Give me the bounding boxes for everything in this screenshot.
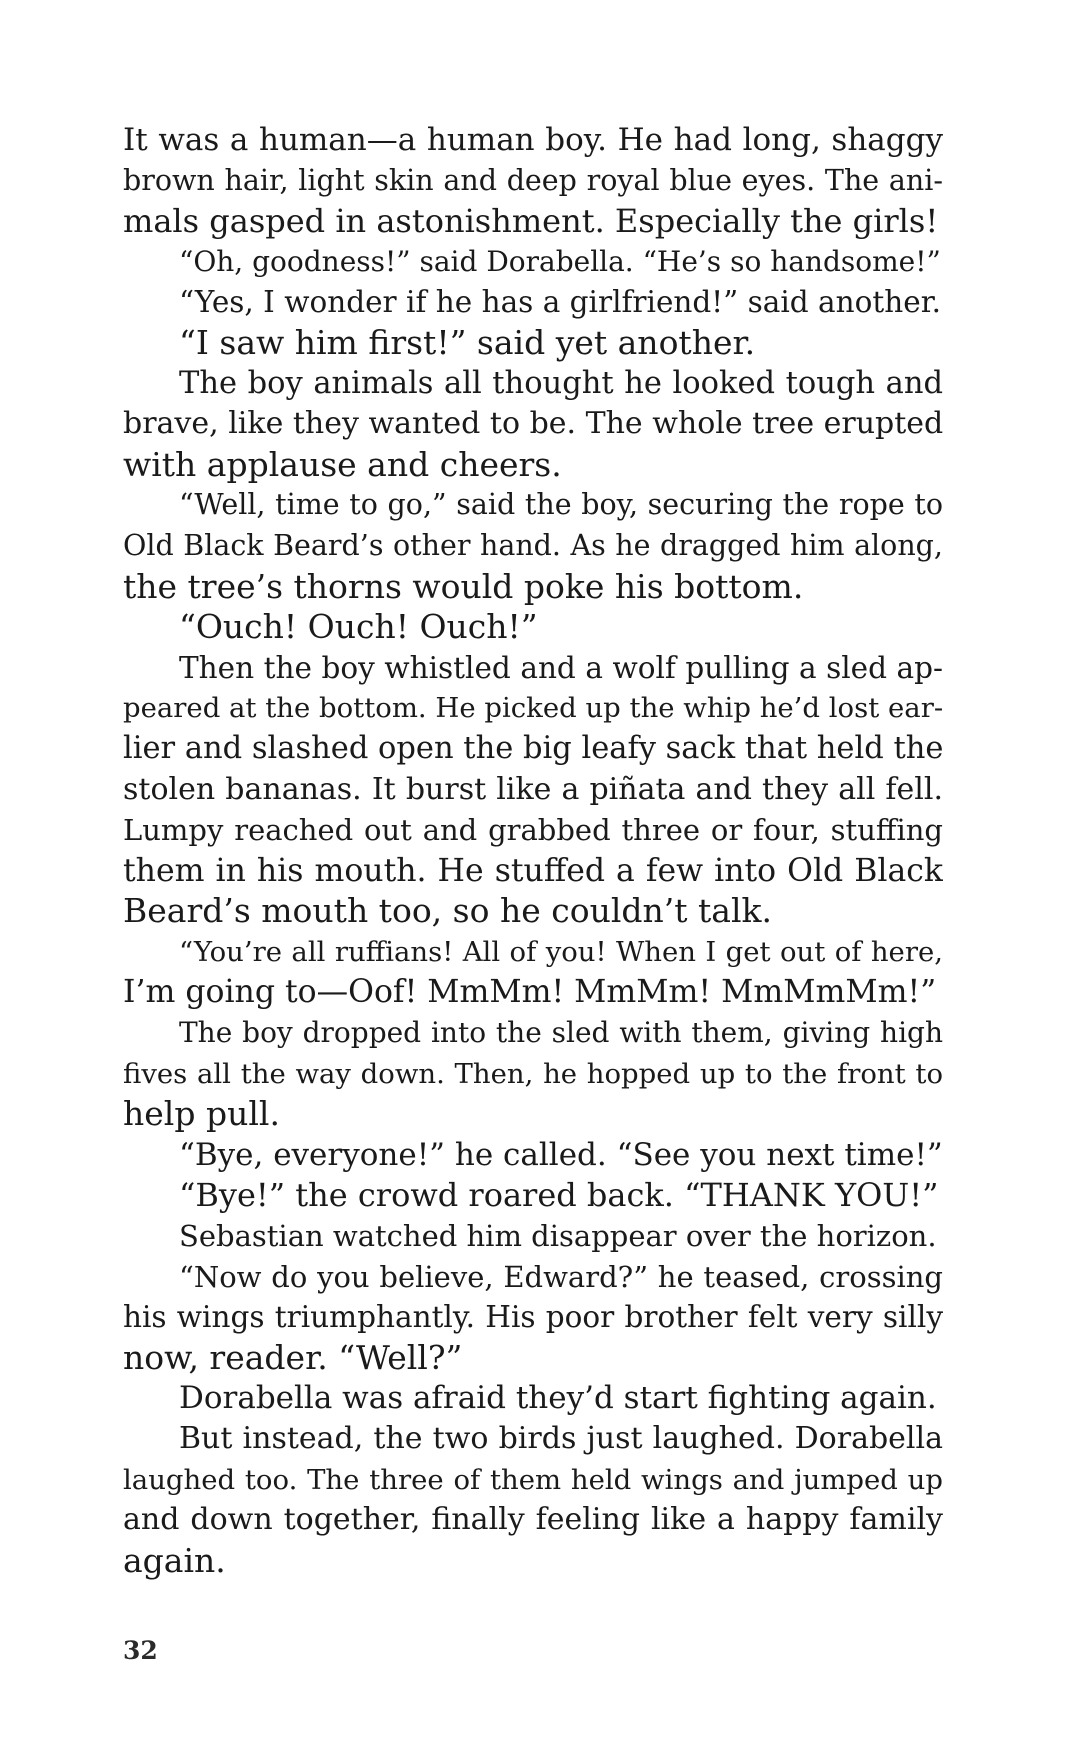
text-line: the tree’s thorns would poke his bottom. <box>123 566 804 606</box>
page-body <box>123 120 943 1581</box>
text-line: and down together, finally feeling like a happy family <box>123 1502 943 1538</box>
text-line: again. <box>123 1540 226 1580</box>
text-line: brave, like they wanted to be. The whole tree erupted <box>123 406 943 442</box>
text-line: I’m going to—Oof! MmMm! MmMm! MmMmMm!” <box>123 974 937 1011</box>
text-line: The boy dropped into the sled with them, giving high <box>179 1016 943 1050</box>
text-line: laughed too. The three of them held wings and jumped up <box>123 1463 943 1496</box>
text-line: The boy animals all thought he looked tough and <box>179 365 943 401</box>
text-line: Lumpy reached out and grabbed three or four, stuffing <box>123 813 943 848</box>
text-line: “Oh, goodness!” said Dorabella. “He’s so handsome!” <box>179 244 941 278</box>
text-line: help pull. <box>123 1094 280 1134</box>
text-line: Then the boy whistled and a wolf pulling a sled ap- <box>179 650 943 685</box>
text-line: his wings triumphantly. His poor brother felt very silly <box>123 1300 943 1335</box>
text-line: “I saw him first!” said yet another. <box>179 322 756 362</box>
text-line: them in his mouth. He stuffed a few into Old Black <box>123 852 943 889</box>
text-line: “Bye, everyone!” he called. “See you next time!” <box>179 1136 943 1173</box>
text-line: peared at the bottom. He picked up the whip he’d lost ear- <box>123 692 943 725</box>
text-line: It was a human—a human boy. He had long, shaggy <box>123 122 943 158</box>
text-line: fives all the way down. Then, he hopped up to the front to <box>123 1057 943 1090</box>
text-line: “Yes, I wonder if he has a girlfriend!” said another. <box>179 285 941 320</box>
text-line: Sebastian watched him disappear over the horizon. <box>179 1219 937 1254</box>
text-line: brown hair, light skin and deep royal blue eyes. The ani- <box>123 163 943 197</box>
text-line: with applause and cheers. <box>123 444 562 484</box>
text-line: Beard’s mouth too, so he couldn’t talk. <box>123 891 772 931</box>
text-line: “Well, time to go,” said the boy, securing the rope to <box>179 488 943 522</box>
text-line: “You’re all ruffians! All of you! When I get out of here, <box>179 935 943 968</box>
text-line: now, reader. “Well?” <box>123 1337 463 1377</box>
page-number: 32 <box>123 1636 158 1665</box>
text-line: mals gasped in astonishment. Especially the girls! <box>123 202 939 241</box>
text-line: Dorabella was afraid they’d start fighting again. <box>179 1380 937 1417</box>
text-line: Old Black Beard’s other hand. As he dragged him along, <box>123 528 943 562</box>
text-line: But instead, the two birds just laughed. Dorabella <box>179 1421 943 1456</box>
text-line: stolen bananas. It burst like a piñata and they all fell. <box>123 771 943 807</box>
text-line: “Bye!” the crowd roared back. “THANK YOU!” <box>179 1176 939 1215</box>
text-line: lier and slashed open the big leafy sack that held the <box>123 730 943 766</box>
text-line: “Ouch! Ouch! Ouch!” <box>179 607 538 647</box>
text-line: “Now do you believe, Edward?” he teased, crossing <box>179 1259 943 1294</box>
